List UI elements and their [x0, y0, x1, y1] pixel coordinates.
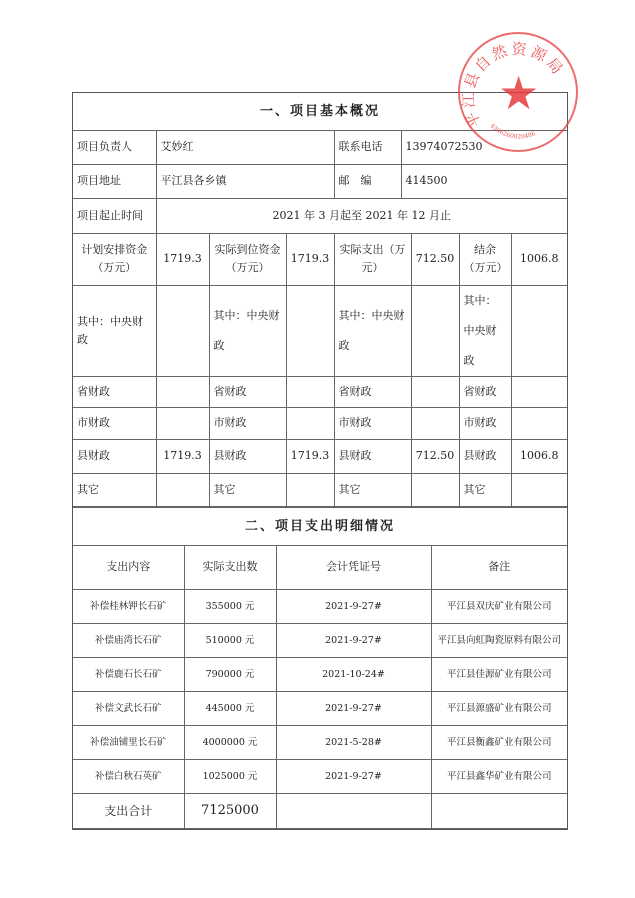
zip-label: 邮 编 [334, 164, 401, 198]
county-value: 1719.3 [286, 439, 334, 473]
county-label: 县财政 [73, 439, 156, 473]
report-table [72, 92, 568, 830]
cell-voucher: 2021-10-24# [276, 658, 431, 692]
svg-text:4306260020486: 4306260020486 [488, 122, 537, 141]
official-seal [458, 32, 578, 152]
province-label: 省财政 [334, 376, 411, 407]
county-value: 712.50 [411, 439, 459, 473]
central-label: 其中：中央财政 [209, 285, 286, 376]
cell-note: 平江县源盛矿业有限公司 [431, 692, 567, 726]
header-content: 支出内容 [73, 546, 184, 590]
city-label: 市财政 [459, 407, 511, 439]
actual-in-label: 实际到位资金（万元） [209, 234, 286, 285]
cell-amount: 355000 元 [184, 590, 276, 624]
cell-voucher: 2021-9-27# [276, 692, 431, 726]
province-label: 省财政 [459, 376, 511, 407]
county-label: 县财政 [334, 439, 411, 473]
table-row [73, 658, 567, 692]
actual-in-value: 1719.3 [286, 234, 334, 285]
expense-table [73, 546, 567, 830]
county-value: 1006.8 [511, 439, 567, 473]
cell-voucher: 2021-9-27# [276, 590, 431, 624]
leader-label: 项目负责人 [73, 131, 156, 164]
county-label: 县财政 [459, 439, 511, 473]
province-label: 省财政 [73, 376, 156, 407]
zip-value: 414500 [401, 164, 567, 198]
table-row [73, 726, 567, 760]
cell-note: 平江县鑫华矿业有限公司 [431, 760, 567, 794]
other-label: 其它 [73, 473, 156, 506]
total-value: 7125000 [184, 794, 276, 829]
cell-content: 补偿油铺里长石矿 [73, 726, 184, 760]
header-amount: 实际支出数 [184, 546, 276, 590]
central-label: 其中：中央财政 [459, 285, 511, 376]
city-label: 市财政 [73, 407, 156, 439]
province-label: 省财政 [209, 376, 286, 407]
star-icon: ★ [498, 66, 540, 120]
balance-value: 1006.8 [511, 234, 567, 285]
cell-content: 补偿文武长石矿 [73, 692, 184, 726]
header-note: 备注 [431, 546, 567, 590]
spent-value: 712.50 [411, 234, 459, 285]
cell-voucher: 2021-9-27# [276, 760, 431, 794]
cell-note: 平江县衡鑫矿业有限公司 [431, 726, 567, 760]
cell-amount: 4000000 元 [184, 726, 276, 760]
cell-content: 补偿庙湾长石矿 [73, 624, 184, 658]
other-label: 其它 [209, 473, 286, 506]
spent-label: 实际支出（万元） [334, 234, 411, 285]
cell-amount: 790000 元 [184, 658, 276, 692]
county-value: 1719.3 [156, 439, 209, 473]
cell-voucher: 2021-5-28# [276, 726, 431, 760]
central-label: 其中：中央财政 [334, 285, 411, 376]
county-label: 县财政 [209, 439, 286, 473]
cell-amount: 445000 元 [184, 692, 276, 726]
planned-value: 1719.3 [156, 234, 209, 285]
balance-label: 结余（万元） [459, 234, 511, 285]
cell-note: 平江县向虹陶瓷原料有限公司 [431, 624, 567, 658]
table-row [73, 624, 567, 658]
period-table [73, 199, 567, 235]
cell-content: 补偿桂林钾长石矿 [73, 590, 184, 624]
cell-content: 补偿鹿石长石矿 [73, 658, 184, 692]
period-value: 2021 年 3 月起至 2021 年 12 月止 [156, 199, 567, 234]
other-label: 其它 [459, 473, 511, 506]
section1-title: 一、项目基本概况 [73, 93, 567, 131]
phone-value: 13974072530 [401, 131, 567, 164]
cell-amount: 1025000 元 [184, 760, 276, 794]
address-label: 项目地址 [73, 164, 156, 198]
other-label: 其它 [334, 473, 411, 506]
table-row [73, 760, 567, 794]
cell-amount: 510000 元 [184, 624, 276, 658]
address-value: 平江县各乡镇 [156, 164, 334, 198]
cell-voucher: 2021-9-27# [276, 624, 431, 658]
table-row [73, 590, 567, 624]
central-label: 其中：中央财政 [73, 285, 156, 376]
phone-label: 联系电话 [334, 131, 401, 164]
table-row [73, 692, 567, 726]
svg-text:平江县自然资源局: 平江县自然资源局 [460, 39, 569, 131]
cell-note: 平江县双庆矿业有限公司 [431, 590, 567, 624]
period-label: 项目起止时间 [73, 199, 156, 234]
section2-title: 二、项目支出明细情况 [73, 507, 567, 546]
leader-value: 艾妙红 [156, 131, 334, 164]
planned-label: 计划安排资金（万元） [73, 234, 156, 285]
total-label: 支出合计 [73, 794, 184, 829]
city-label: 市财政 [209, 407, 286, 439]
funds-table [73, 234, 567, 507]
header-voucher: 会计凭证号 [276, 546, 431, 590]
cell-note: 平江县佳源矿业有限公司 [431, 658, 567, 692]
city-label: 市财政 [334, 407, 411, 439]
cell-content: 补偿白秋石英矿 [73, 760, 184, 794]
